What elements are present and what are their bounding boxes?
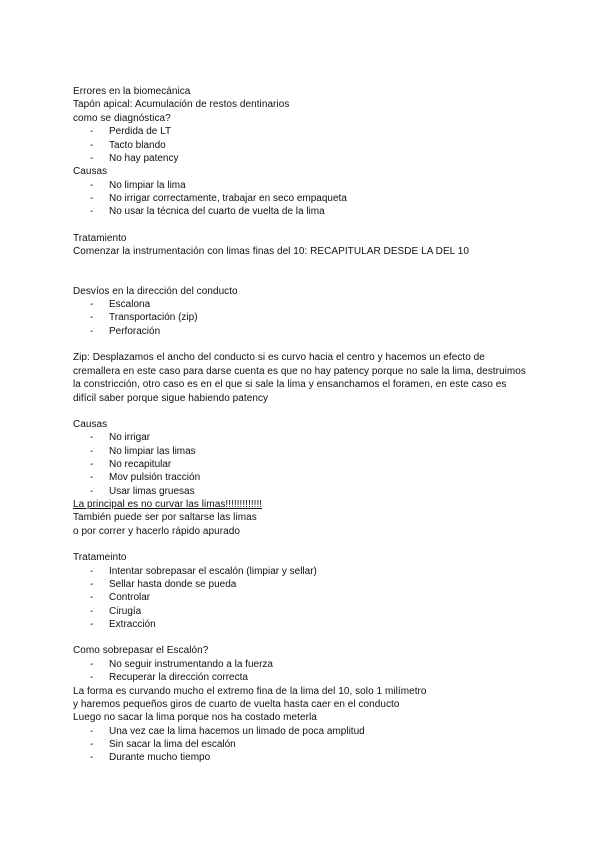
list-item-text: Cirugía — [109, 606, 142, 617]
bullet-dash: - — [90, 606, 94, 617]
text-line: Tratamiento — [73, 233, 127, 244]
list-item-text: No irrigar correctamente, trabajar en seco empaqueta — [109, 193, 347, 204]
list-item-text: No recapitular — [109, 459, 172, 470]
bullet-dash: - — [90, 312, 94, 323]
list-item-text: Perdida de LT — [109, 126, 172, 137]
text-line: Comenzar la instrumentación con limas finas del 10: RECAPITULAR DESDE LA DEL 10 — [73, 246, 469, 257]
bullet-dash: - — [90, 140, 94, 151]
list-item-text: Tacto blando — [109, 140, 166, 151]
text-line: difícil saber porque sigue habiendo patency — [73, 393, 269, 404]
bullet-dash: - — [90, 126, 94, 137]
text-line: Zip: Desplazamos el ancho del conducto si es curvo hacia el centro y hacemos un efecto de — [73, 352, 485, 363]
list-item-text: Una vez cae la lima hacemos un limado de poca amplitud — [109, 726, 365, 737]
list-item-text: Controlar — [109, 592, 151, 603]
bullet-dash: - — [90, 153, 94, 164]
text-line: Causas — [73, 419, 108, 430]
text-line: Como sobrepasar el Escalón? — [73, 645, 209, 656]
text-line: Errores en la biomecánica — [73, 86, 191, 97]
text-line: Desvíos en la dirección del conducto — [73, 286, 238, 297]
bullet-dash: - — [90, 326, 94, 337]
list-item-text: Perforación — [109, 326, 161, 337]
list-item-text: Sin sacar la lima del escalón — [109, 739, 236, 750]
list-item-text: No hay patency — [109, 153, 179, 164]
list-item-text: Transportación (zip) — [109, 312, 198, 323]
text-line: o por correr y hacerlo rápido apurado — [73, 526, 240, 537]
text-line: Tratameinto — [73, 552, 127, 563]
list-item-text: No limpiar la lima — [109, 180, 186, 191]
list-item-text: No limpiar las limas — [109, 446, 196, 457]
bullet-dash: - — [90, 579, 94, 590]
text-line: También puede ser por saltarse las limas — [73, 512, 257, 523]
bullet-dash: - — [90, 299, 94, 310]
text-line: la constricción, otro caso es en el que si sale la lima y ensanchamos el foramen, en este caso es — [73, 379, 507, 390]
bullet-dash: - — [90, 432, 94, 443]
bullet-dash: - — [90, 446, 94, 457]
bullet-dash: - — [90, 592, 94, 603]
bullet-dash: - — [90, 619, 94, 630]
list-item-text: Recuperar la dirección correcta — [109, 672, 248, 683]
text-line: La forma es curvando mucho el extremo fina de la lima del 10, solo 1 milímetro — [73, 686, 427, 697]
bullet-dash: - — [90, 193, 94, 204]
text-line: Tapón apical: Acumulación de restos dentinarios — [73, 99, 290, 110]
bullet-dash: - — [90, 739, 94, 750]
list-item-text: No irrigar — [109, 432, 151, 443]
list-item-text: No usar la técnica del cuarto de vuelta de la lima — [109, 206, 325, 217]
bullet-dash: - — [90, 659, 94, 670]
list-item-text: No seguir instrumentando a la fuerza — [109, 659, 273, 670]
bullet-dash: - — [90, 672, 94, 683]
list-item-text: Mov pulsión tracción — [109, 472, 201, 483]
bullet-dash: - — [90, 180, 94, 191]
text-line: Causas — [73, 166, 108, 177]
bullet-dash: - — [90, 486, 94, 497]
text-line: como se diagnóstica? — [73, 113, 171, 124]
emphasis-line: La principal es no curvar las limas!!!!!!!!!!!!! — [73, 499, 263, 510]
text-line: Luego no sacar la lima porque nos ha costado meterla — [73, 712, 317, 723]
bullet-dash: - — [90, 472, 94, 483]
list-item-text: Usar limas gruesas — [109, 486, 195, 497]
bullet-dash: - — [90, 566, 94, 577]
bullet-dash: - — [90, 752, 94, 763]
list-item-text: Durante mucho tiempo — [109, 752, 211, 763]
bullet-dash: - — [90, 726, 94, 737]
list-item-text: Intentar sobrepasar el escalón (limpiar y sellar) — [109, 566, 317, 577]
list-item-text: Sellar hasta donde se pueda — [109, 579, 237, 590]
bullet-dash: - — [90, 459, 94, 470]
text-line: y haremos pequeños giros de cuarto de vuelta hasta caer en el conducto — [73, 699, 400, 710]
list-item-text: Extracción — [109, 619, 156, 630]
list-item-text: Escalona — [109, 299, 151, 310]
text-line: cremallera en este caso para darse cuenta es que no hay patency porque no sale la lima, destruimos — [73, 366, 526, 377]
bullet-dash: - — [90, 206, 94, 217]
